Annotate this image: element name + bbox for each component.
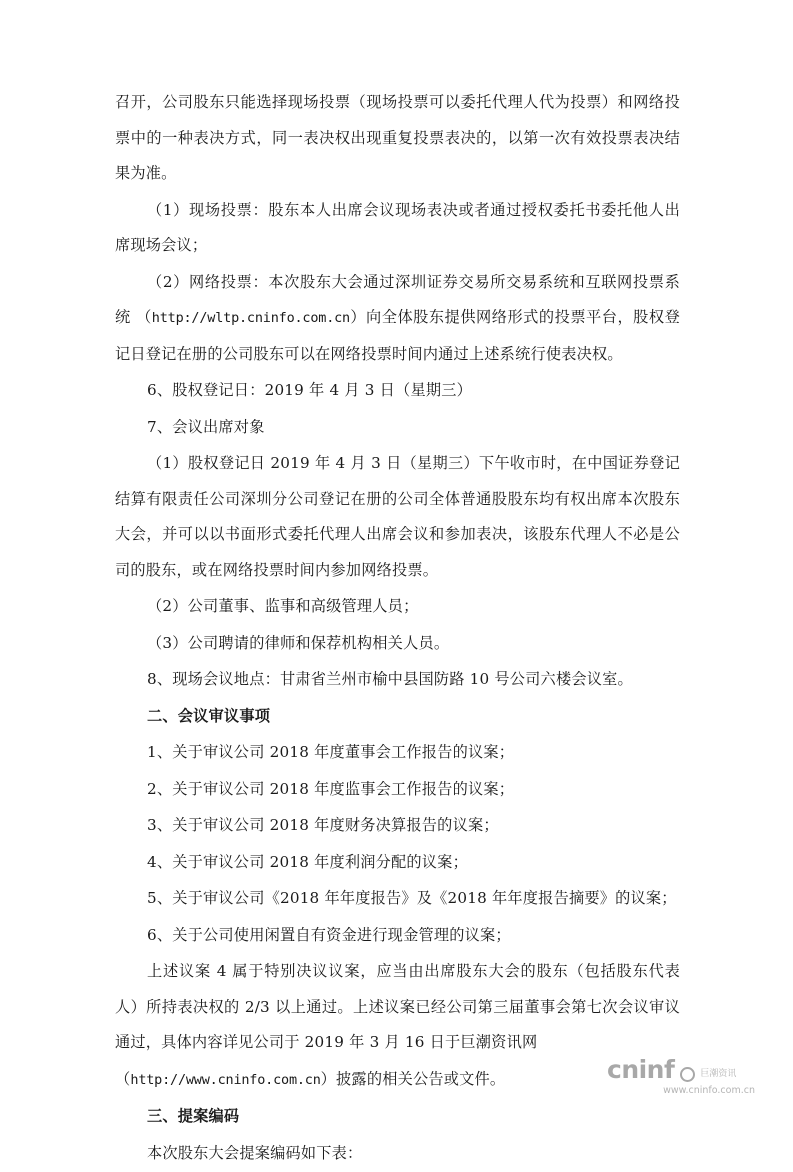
paragraph: （1）股权登记日 2019 年 4 月 3 日（星期三）下午收市时，在中国证券登记结算有限责任公司深圳分公司登记在册的公司全体普通股股东均有权出席本次股东大会，并可以以书面形式委托代理人出席会议和参加表决，该股东代理人不必是公司的股东，或在网络投票时间内参加网络投票。 bbox=[115, 454, 680, 579]
document-body bbox=[115, 85, 680, 1172]
paragraph: （2）公司董事、监事和高级管理人员； bbox=[147, 597, 419, 615]
logo-circle-icon bbox=[680, 1067, 695, 1082]
paragraph-with-url bbox=[115, 1062, 680, 1099]
text-after-url: ）向全体股东提供网络形式的投票平台，股权登记日登记在册的公司股东可以在网络投票时间内通过上述系统行使表决权。 bbox=[115, 308, 681, 363]
section-heading-proposal-codes: 三、提案编码 bbox=[147, 1107, 240, 1125]
paragraph: （1）现场投票：股东本人出席会议现场表决或者通过授权委托书委托他人出席现场会议； bbox=[115, 200, 680, 254]
online-voting-url: http://wltp.cninfo.com.cn bbox=[151, 310, 350, 326]
watermark bbox=[607, 1057, 757, 1096]
agenda-item: 1、关于审议公司 2018 年度董事会工作报告的议案； bbox=[147, 743, 515, 761]
paragraph: 7、会议出席对象 bbox=[147, 417, 265, 436]
cninfo-url: http://www.cninfo.com.cn bbox=[130, 1071, 321, 1088]
watermark-url: www.cninfo.com.cn bbox=[663, 1085, 755, 1096]
agenda-item: 3、关于审议公司 2018 年度财务决算报告的议案； bbox=[147, 816, 499, 834]
paragraph: 上述议案 4 属于特别决议议案，应当由出席股东大会的股东（包括股东代表人）所持表决权的 2/3 以上通过。上述议案已经公司第三届董事会第七次会议审议通过，具体内容详见公司于 2019 年 3 月 16 日于巨潮资讯网 bbox=[115, 962, 680, 1051]
section-heading-agenda: 二、会议审议事项 bbox=[147, 706, 271, 725]
agenda-item: 5、关于审议公司《2018 年年度报告》及《2018 年年度报告摘要》的议案； bbox=[147, 889, 677, 907]
paragraph: 本次股东大会提案编码如下表： bbox=[147, 1143, 363, 1162]
agenda-item: 2、关于审议公司 2018 年度监事会工作报告的议案； bbox=[147, 779, 515, 798]
agenda-item: 6、关于公司使用闲置自有资金进行现金管理的议案； bbox=[147, 925, 511, 944]
watermark-subtitle: 巨潮资讯 bbox=[700, 1069, 737, 1080]
paragraph-with-url bbox=[115, 265, 680, 373]
text-before-url: （ bbox=[115, 1069, 131, 1088]
text-after-url: ）披露的相关公告或文件。 bbox=[320, 1069, 506, 1088]
watermark-logo-row bbox=[607, 1057, 757, 1082]
paragraph: 8、现场会议地点：甘肃省兰州市榆中县国防路 10 号公司六楼会议室。 bbox=[147, 670, 633, 688]
cninfo-logo: cninf bbox=[607, 1055, 675, 1084]
text-before-url: （2）网络投票：本次股东大会通过深圳证券交易所交易系统和互联网投票系统 （ bbox=[115, 272, 680, 326]
paragraph: （3）公司聘请的律师和保荐机构相关人员。 bbox=[147, 633, 450, 652]
agenda-item: 4、关于审议公司 2018 年度利润分配的议案； bbox=[147, 852, 468, 871]
paragraph: 召开，公司股东只能选择现场投票（现场投票可以委托代理人代为投票）和网络投票中的一种表决方式，同一表决权出现重复投票表决的，以第一次有效投票表决结果为准。 bbox=[115, 93, 680, 182]
paragraph: 6、股权登记日：2019 年 4 月 3 日（星期三） bbox=[147, 381, 472, 399]
